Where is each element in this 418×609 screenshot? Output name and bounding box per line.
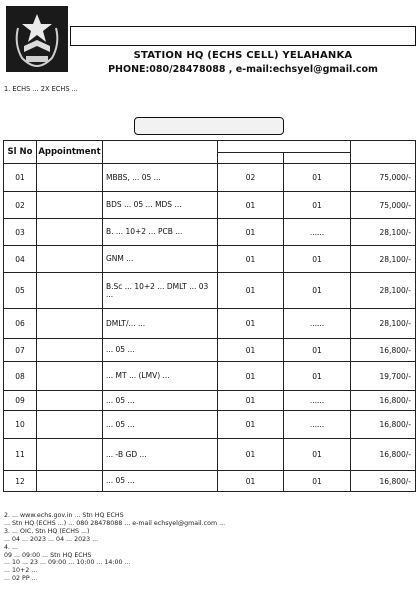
title-frame [70, 26, 416, 46]
cell-sl: 07 [4, 339, 37, 362]
header-qualification [103, 141, 218, 164]
cell-appointment [37, 439, 103, 471]
header-sl-no: Sl No [4, 141, 37, 164]
cell-qualification: ... -B GD ... [103, 439, 218, 471]
cell-pc-yelahanka: 01 [218, 339, 284, 362]
cell-pc-kolar: 01 [284, 362, 351, 391]
letterhead [0, 0, 418, 82]
header-pc-yelahanka [218, 153, 284, 164]
cell-pc-kolar: ...... [284, 411, 351, 439]
cell-qualification: ... 05 ... [103, 391, 218, 411]
cell-salary: 28,100/- [351, 273, 416, 309]
cell-pc-yelahanka: 01 [218, 471, 284, 492]
table-row [4, 391, 416, 411]
table-row [4, 164, 416, 192]
cell-salary: 16,800/- [351, 339, 416, 362]
station-name: STATION HQ (ECHS CELL) YELAHANKA [133, 50, 353, 61]
cell-pc-yelahanka: 01 [218, 246, 284, 273]
cell-appointment [37, 309, 103, 339]
cell-sl: 06 [4, 309, 37, 339]
cell-qualification: MBBS, ... 05 ... [103, 164, 218, 192]
cell-sl: 08 [4, 362, 37, 391]
cell-sl: 11 [4, 439, 37, 471]
cell-pc-yelahanka: 01 [218, 391, 284, 411]
cell-pc-kolar: 01 [284, 192, 351, 219]
note-line: 3. ... OIC, Stn HQ (ECHS ...) [4, 527, 90, 535]
cell-salary: 28,100/- [351, 309, 416, 339]
cell-pc-yelahanka: 01 [218, 411, 284, 439]
note-line: ... 10 ... 23 ... 09:00 ... 10:00 ... 14:00 ... [4, 559, 131, 567]
cell-pc-yelahanka: 01 [218, 362, 284, 391]
header-vacancies [218, 141, 351, 153]
cell-appointment [37, 471, 103, 492]
vacancy-table [3, 140, 416, 492]
cell-qualification: B. ... 10+2 ... PCB ... [103, 219, 218, 246]
notes-section [4, 512, 414, 583]
cell-sl: 10 [4, 411, 37, 439]
table-header-row [4, 141, 416, 153]
cell-qualification: B.Sc ... 10+2 ... DMLT ... 03 ... [103, 273, 218, 309]
cell-sl: 04 [4, 246, 37, 273]
cell-appointment [37, 273, 103, 309]
army-emblem-graphic [6, 6, 68, 72]
cell-qualification: ... 05 ... [103, 411, 218, 439]
header-salary [351, 141, 416, 164]
header-pc-kolar [284, 153, 351, 164]
cell-qualification: ... 05 ... [103, 471, 218, 492]
cell-salary: 75,000/- [351, 164, 416, 192]
table-row [4, 309, 416, 339]
table-row [4, 471, 416, 492]
cell-salary: 16,800/- [351, 439, 416, 471]
cell-appointment [37, 391, 103, 411]
cell-sl: 05 [4, 273, 37, 309]
contact-line: PHONE:080/28478088 , e-mail:echsyel@gmail.com [108, 64, 378, 75]
cell-salary: 28,100/- [351, 219, 416, 246]
cell-appointment [37, 339, 103, 362]
table-row [4, 273, 416, 309]
table-row [4, 411, 416, 439]
cell-pc-yelahanka: 01 [218, 192, 284, 219]
cell-pc-yelahanka: 01 [218, 273, 284, 309]
cell-pc-kolar: ...... [284, 309, 351, 339]
cell-qualification: BDS ... 05 ... MDS ... [103, 192, 218, 219]
cell-pc-yelahanka: 01 [218, 439, 284, 471]
cell-sl: 12 [4, 471, 37, 492]
cell-appointment [37, 246, 103, 273]
cell-salary: 16,800/- [351, 391, 416, 411]
cell-appointment [37, 219, 103, 246]
cell-sl: 03 [4, 219, 37, 246]
cell-salary: 75,000/- [351, 192, 416, 219]
table-row [4, 246, 416, 273]
note-line: ... 10+2 ... [4, 567, 38, 575]
recruitment-banner-frame [134, 117, 284, 135]
cell-salary: 28,100/- [351, 246, 416, 273]
cell-pc-kolar: 01 [284, 339, 351, 362]
cell-qualification: ... 05 ... [103, 339, 218, 362]
cell-pc-yelahanka: 02 [218, 164, 284, 192]
table-row [4, 219, 416, 246]
cell-pc-kolar: ...... [284, 219, 351, 246]
army-emblem-icon [6, 6, 68, 72]
header-appointment: Appointment [37, 141, 103, 164]
note-line: 2. ... www.echs.gov.in ... Stn HQ ECHS [4, 512, 124, 519]
intro-paragraph: 1. ECHS ... 2X ECHS ... [4, 85, 78, 93]
cell-appointment [37, 164, 103, 192]
cell-salary: 19,700/- [351, 362, 416, 391]
cell-pc-kolar: 01 [284, 164, 351, 192]
cell-appointment [37, 362, 103, 391]
cell-appointment [37, 192, 103, 219]
table-row [4, 192, 416, 219]
cell-sl: 02 [4, 192, 37, 219]
cell-pc-yelahanka: 01 [218, 219, 284, 246]
cell-pc-kolar: 01 [284, 439, 351, 471]
cell-qualification: DMLT/... ... [103, 309, 218, 339]
table-row [4, 362, 416, 391]
cell-qualification: ... MT ... (LMV) ... [103, 362, 218, 391]
cell-pc-kolar: ...... [284, 391, 351, 411]
note-line: ... 04 ... 2023 ... 04 ... 2023 ... [4, 535, 99, 543]
table-row [4, 339, 416, 362]
cell-pc-kolar: 01 [284, 273, 351, 309]
note-line: ... 02 PP ... [4, 575, 38, 583]
note-line: 09 ... 09:00 ... Stn HQ ECHS [4, 551, 92, 559]
cell-appointment [37, 411, 103, 439]
cell-qualification: GNM ... [103, 246, 218, 273]
cell-salary: 16,800/- [351, 471, 416, 492]
note-line: ... Stn HQ (ECHS ...) ... 080 28478088 ... e-mail echsyel@gmail.com ... [4, 519, 226, 527]
table-row [4, 439, 416, 471]
cell-salary: 16,800/- [351, 411, 416, 439]
cell-pc-kolar: 01 [284, 471, 351, 492]
note-line: 4. ... [4, 543, 19, 551]
cell-sl: 09 [4, 391, 37, 411]
cell-pc-yelahanka: 01 [218, 309, 284, 339]
cell-pc-kolar: 01 [284, 246, 351, 273]
cell-sl: 01 [4, 164, 37, 192]
